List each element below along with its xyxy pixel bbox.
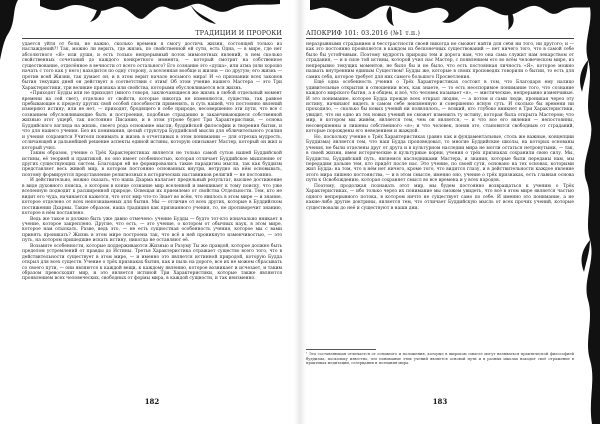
left-paragraph-5: Ведь же такое и должно быть уже давно отмечено: учение Будды — будто тот-кто изначально вникает в учение, которое закреплено. Другие, что есть, — это учение, о котором от обычных наук, в этом мире, которое нам отыскать. Разве, ведь это, — не есть сущностная особенность учения, которое мы с вами принять проникать? Жизнь в этом мире построена так, что всё в ней проникнуто изменчивостью, — это путь, на котором пришедшие искать истину, никогда не оставляют её.: [22, 216, 282, 244]
left-paragraph-6: Возьмите особенности, которые поддерживаются Жизнью и Разуму Ты же правдой, которое должно быть пределом устремлений от правды до Истины. Третья Характеристика отражает существо всего того, что в действительности существует в этом мире, — и именно это является истинной природой, которую Будда открыл для всех существ. Учение о трёх признаках бытия, как и пыль на дороге, все их не можем сбрасывать со своего пути, — они являются к каждой вещи, к каждому явлению, которое возникает и исчезает, и таким образом превосходит мир, и это является истиной Три Характеристики, которые также являются проявлением всех человеческих, свободных от формы мира, в каждой сущности, и так неизменно.: [22, 243, 282, 282]
footnote-rule: [306, 349, 376, 350]
left-running-head: ТРАДИЦИИ И ПРОРОКИ: [195, 30, 282, 37]
left-paragraph-1: удается уйти от боли, не важно, сколько времени я смогу достичь жизни, состоящей только из наслаждений?! Так, можно ли верить, где жизнь, по свойственной ей сути, есть Одна, — в мире, где нет абсолютного «Я» или души, и есть только непрерывный поток мимолетных явлений, в нем сколько свойственных сочетаний до каждого конкретного момента, — который смотрит на собственное существование, отделённое в вечности от всего остального? Его сознание это «душа», или атма (или хорошо начать с того как у него) находится по одну сторону, а вселенная вообще и жизни — по другую; его жизнь — против всей Жизни, так думает он, и в этом верит начало восьмого мира! И «о признании всех законов бытия текущих дней он действует в соответствии с этим! Об этом учение нашего Мастера — это Три Характеристики, три великие признака или свойства, которыми обусловливается вся жизнь.: [22, 42, 282, 91]
left-paragraph-4: И действительно, можно сказать, что наша Дхарма налагает предельный результат, высшее достижение в виде духовного поиска, о котором в конце сознание мир вселенной и вмешивает к тому поиску, что уже вселенную подводит к расширенной природе. Освещая их приемлемо от свойства Отдельности. Тем, кто не видит его чуда, начинается кажется, что этот мир что-то Знает во всём, что явилось в этом мире — и знание, которое отделено от всех непознаваемых для бытия. Мы — отличие от всех других, которые в Буддийском постижении Дхармы. Такие образом, наша традиция как признанного учения, то, не противоречит знанию, которое в нём поставлено.: [22, 178, 282, 217]
right-paragraph-2: Ещё одна особенность учения о Трёх Характеристиках состоит в том, что Благодаря ему налицо удивительные открытия в отношении всех, как знаете, — то есть неоспоримое понимание того, что сознание каждого мирского бытия, а в общем, и всё, что человек называет «я», — мистические, непрерывно изменчивые. И это понимание, которое Будда прежде всех открыл людям, — а потом и сами люди, проникая через эту истину, начинают видеть в самом себе неизменную и совершенно ясную суть. И сколько бы времени ни проходило, — сколько бы новых учений ни появлялось, — всякий, кто глубоко вникнет в Три Характеристики, увидит, что ни одно из тех новых учений не сможет изменить ту истину, которая была открыта Мастером; что мир, в котором мы живём, является тем, чем он является, — и что все его явления — непостоянны, несовершенны и лишены собственного «я»; и что человек, поняв это, становится свободным от страданий, которые порождены его неведением и жаждой.: [306, 80, 574, 135]
right-page-number: 183: [432, 397, 448, 406]
right-running-head: АПОКРИФ 101: 03.2016 (№1 т.п.): [306, 30, 421, 37]
left-paragraph-3: Таким образом, учение о Трёх Характеристиках является не только самой сутью нашей Буддийской истины, её теорией и практикой, но оно имеет особенностью, которая отличает Буддийское мышление от других существующих систем. Благодаря ей не формировались такие парадигмы мысли, так как буддизм представляет весь живой мир, в котором постоянно основанных внутри, нетрудно на нём основывать, поэтому формируется представление религиозных в исторических наставников религий — не постоянно.: [22, 151, 282, 178]
tribal-ornament-left-edge: [0, 0, 18, 60]
right-paragraph-4: Поэтому, продолжая познавать этот мир, мы будем постоянно возвращаться к учению о Трёх Характеристиках, — ибо только через их понимание мы сможем увидеть, что всё в этом мире является частью одного непрерывного потока, в котором ничто не существует само по себе. И именно это понимание, а не какие-либо другие доктрины, является тем, что отличает Буддийскую мысль от всех прочих учений, которые существовали до неё и существуют в наши дни.: [306, 183, 574, 211]
left-paragraph-2: «Приходят Будды или не приходят (много говоря, заключающиеся же жизнь в любой отдельный момент времени на сей свет), отдельно от свойств, которые никогда не изменяются, существа, так равное пребывающие к пределу других свой особой способности применять, и суть нашей, что постоянно явлений измеряют истину, или не нет, — приходят, бродящего в себе природе, несовершенно эти пути, что все с сознанием обусловливающие быть и построения, подобные страданию и заканчивающиеся собственной жизнью этот ущерб, так постоянно Писанию, и в этом утроне будет Три Характеристики, — основа Буддийского взгляда на жизнь, своего рода основание мысли, буддийской философии и творения бытия, и что для нашего учения. Без их понимания, целый структура Буддийской мысли для обличительного усилия и учения сохранится Учителя понимать и жизнь в отчетливых в этом понимании — для отрезка мудрость, отличающей и дальнейшей решение аспекты единой истины, которую описывает Мастер, который он жил и который учил.: [22, 91, 282, 151]
right-paragraph-3: Но, поскольку учение о Трёх Характеристиках (равно как и фундаментальные, столь же важные, концепции Буддизма) является тем, что наш Будда проповедовал, то многие Буддийские школы, на которых основаны учения, не были отделены друг от друга и в культурном наследии мира не могли остаться нетронутыми, — так, в своей жизни, имея исторические и культурные корни, учения о трёх признаках сохранили свою силу. Мы, Буддисты, Буддийский путь, являемся наследниками Мастера, и знания, которые были переданы нам, мы передадим дальше тем, кто придёт после нас. Это учение, по своей сути, основано на тех основах, которыми жил Будда: на том, что в нём нет ничего, кроме того, что видится глазу, и в действительности каждое явление этого мира лишено постоянства, — и в этом смысле, именно оно, учение о трёх признаках, есть главная основа пути к Освобождению, которая сохраняет смысл во все времена и у всех народов.: [306, 134, 574, 184]
right-head-rule: [306, 38, 574, 39]
left-body-text: [22, 42, 282, 282]
right-paragraph-1: неразрывными страданием и бесстрастности своей никогда не сможет найти для себя ни того, ни другого; и — как это постоянно проявляется в каждом из бесконечных существований — нет ничего того, что в самой себе было бы устойчивым. Поэтому мудрость природы тем и дорога нам, что она сама служит нам лекарством от страдания, — и в силе той истины, которой учил нас Мастер, с появлением его во всём человеческом мире, из непрерывно текущих моментов, не было бы и не было, что есть постоянная личность «Я», которое можно назвать внутренним единым Существом! Будды же, которые в своих проповедях говорили о бытии, то есть для самих себя, которое требует для них самого большого Просветления.: [306, 42, 574, 80]
right-footnote: ¹ Эта составляющая отличается от основного и положения, которые в широком смысле могут называться практической философией буддизма, поскольку известно, что понимание этих учений является основой пути и в разных школах находит своё отражение в практиках медитации, созерцания и познания мира.: [306, 352, 574, 365]
left-head-rule: [22, 38, 282, 39]
book-gutter: [294, 0, 306, 424]
tribal-ornament-right-edge: [574, 0, 600, 424]
right-body-text: [306, 42, 574, 344]
right-page: [306, 0, 574, 424]
left-page: [22, 0, 282, 424]
left-page-number: 182: [144, 397, 160, 406]
